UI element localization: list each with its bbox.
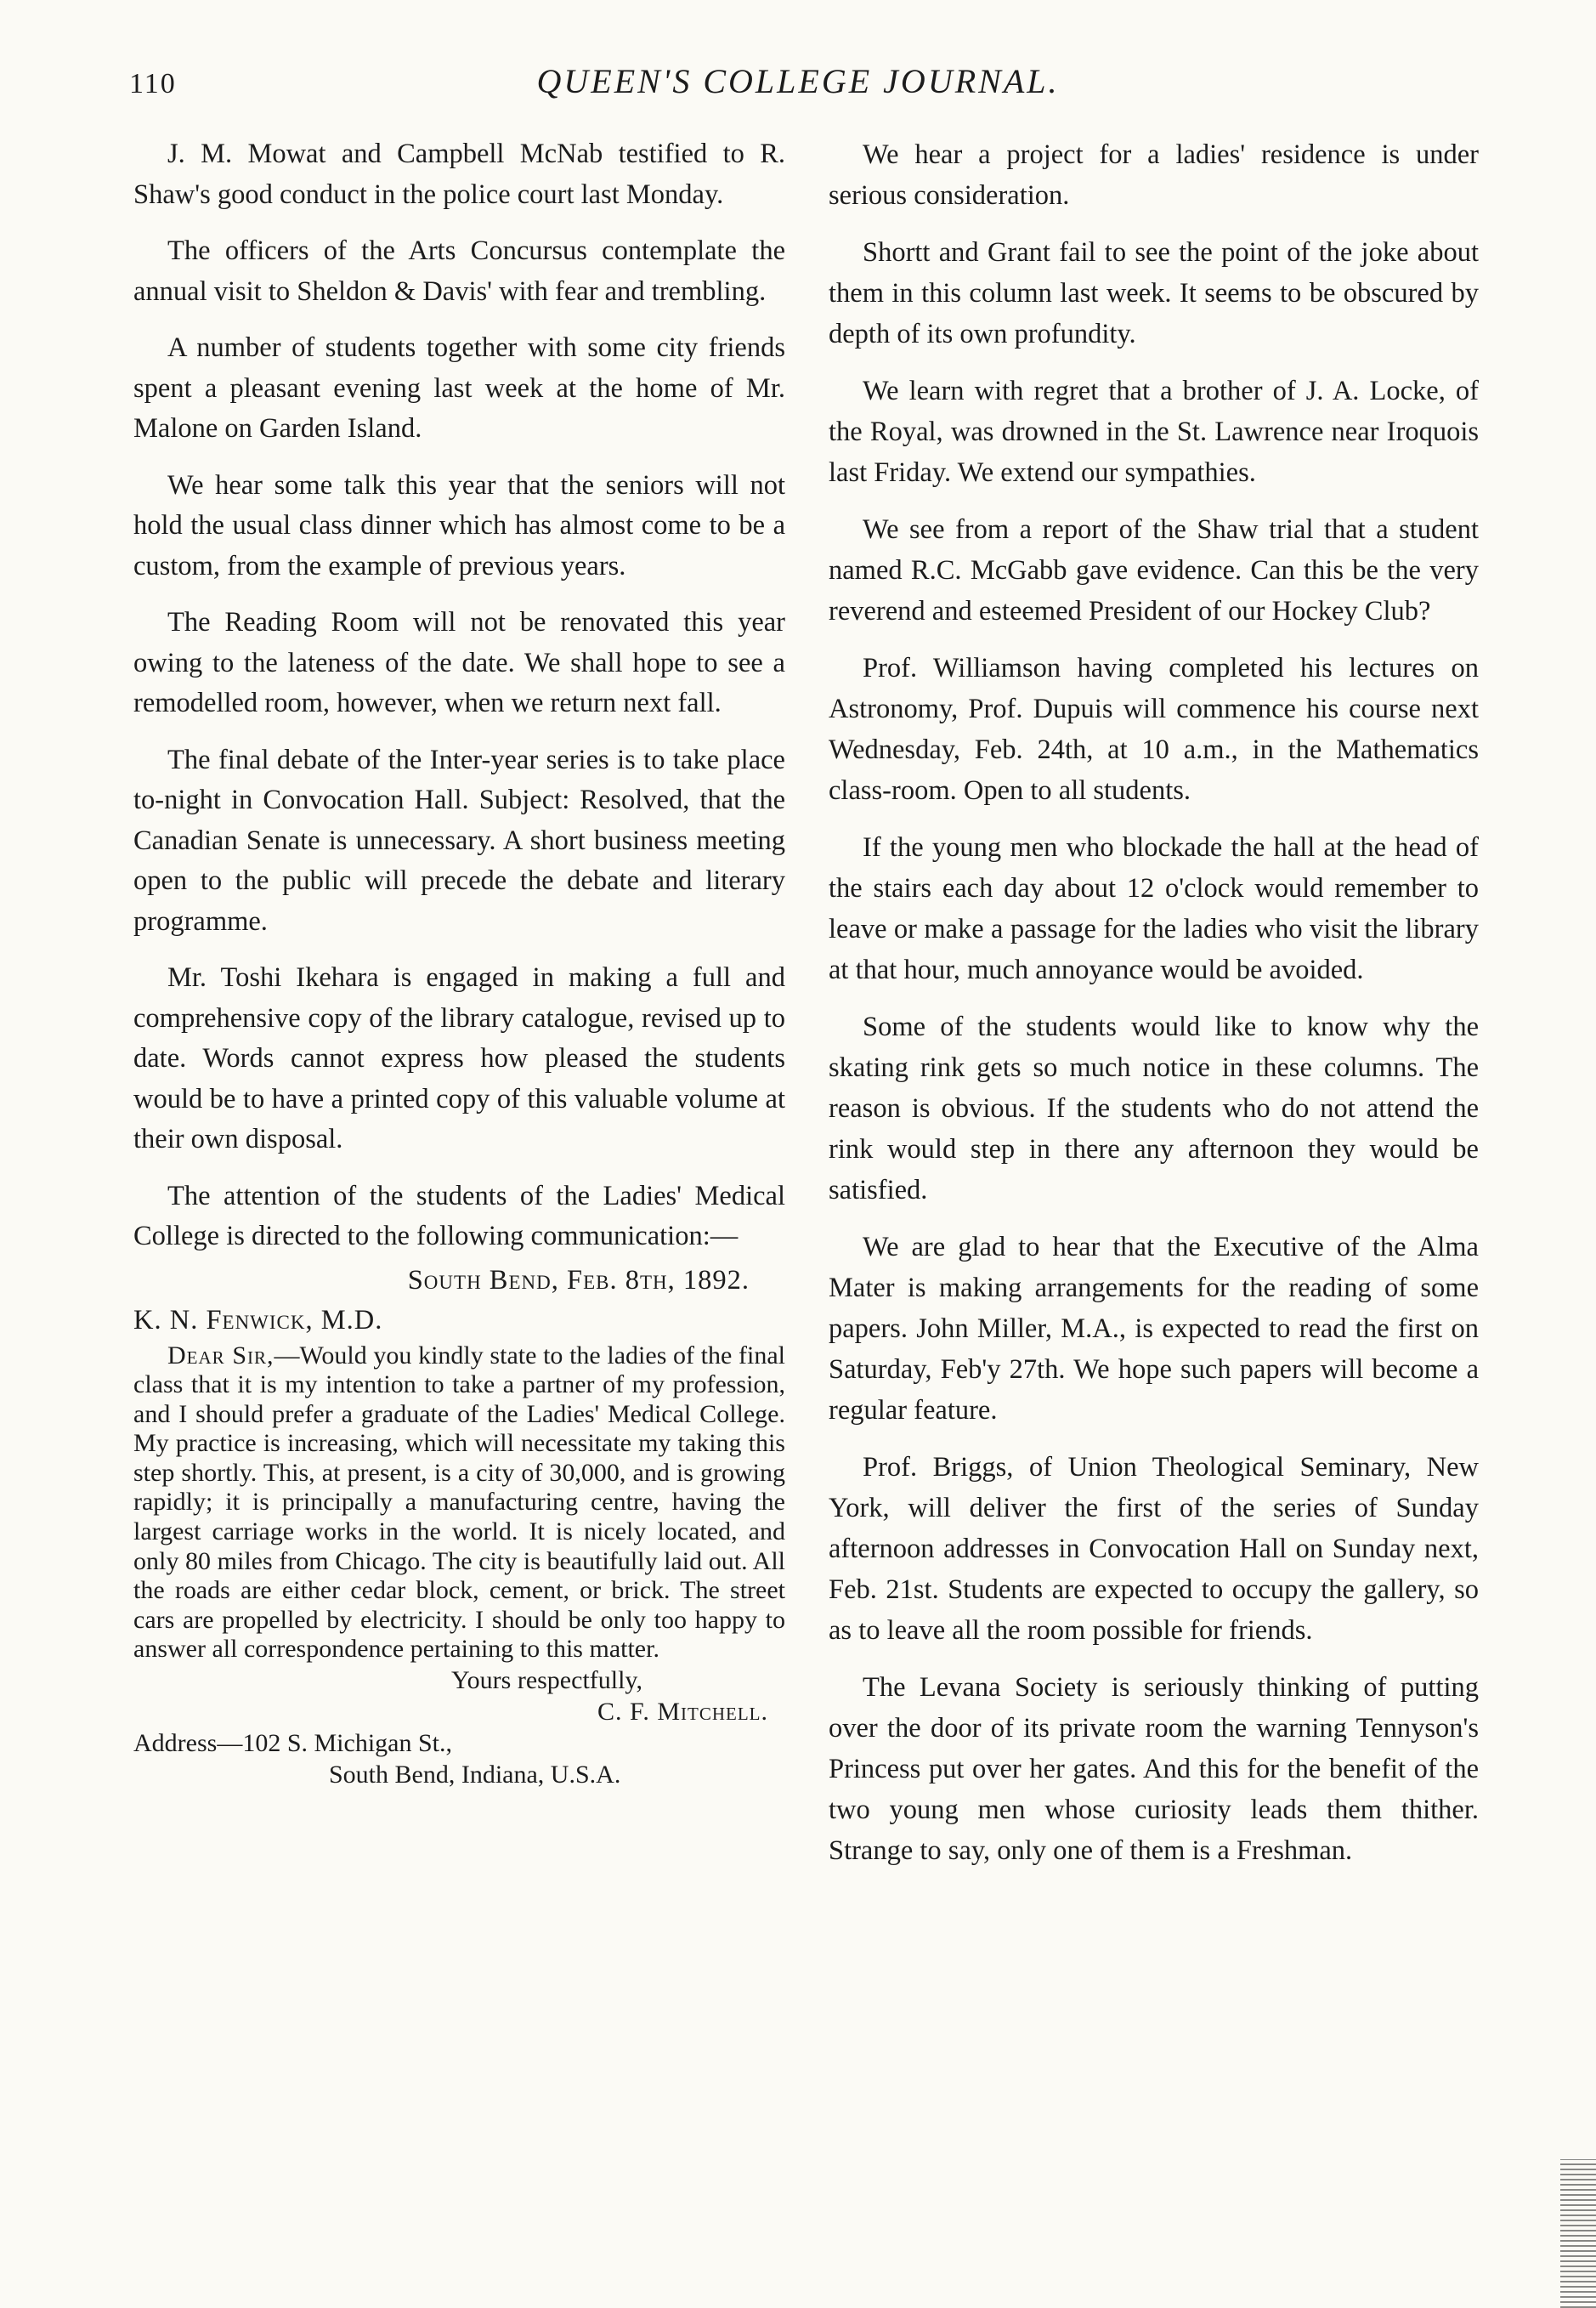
letter-signature: C. F. Mitchell. bbox=[597, 1698, 768, 1727]
running-head: QUEEN'S COLLEGE JOURNAL. bbox=[536, 62, 1060, 100]
paragraph: We see from a report of the Shaw trial that a student named R.C. McGabb gave evidence. Can this be the very reverend and esteemed President of our Hockey Club? bbox=[829, 514, 1479, 627]
paragraph: We hear some talk this year that the seniors will not hold the usual class dinner which has almost come to be a custom, from the example of previous years. bbox=[133, 469, 785, 581]
paragraph: The Levana Society is seriously thinking of putting over the door of its private room the warning Tennyson's Princess put over her gates. And this for the benefit of the two young men whose curiosity leads them thither. Strange to say, only one of them is a Freshman. bbox=[829, 1672, 1479, 1866]
paragraph: Prof. Williamson having completed his lectures on Astronomy, Prof. Dupuis will commence his course next Wednesday, Feb. 24th, at 10 a.m., in the Mathematics class-room. Open to all students. bbox=[829, 653, 1479, 806]
paragraph: The attention of the students of the Ladies' Medical College is directed to the following communication:— bbox=[133, 1180, 785, 1251]
letter-dateline: South Bend, Feb. 8th, 1892. bbox=[407, 1264, 750, 1296]
letter-closing: Yours respectfully, bbox=[451, 1666, 642, 1695]
paragraph: Mr. Toshi Ikehara is engaged in making a full and comprehensive copy of the library catalogue, revised up to date. Words cannot express how pleased the students would be to have a printed copy of this valuable volume at their own disposal. bbox=[133, 962, 785, 1154]
right-column bbox=[829, 134, 1479, 1871]
paragraph: We learn with regret that a brother of J. A. Locke, of the Royal, was drowned in the St. Lawrence near Iroquois last Friday. We extend our sympathies. bbox=[829, 376, 1479, 488]
paragraph: J. M. Mowat and Campbell McNab testified to R. Shaw's good conduct in the police court last Monday. bbox=[133, 139, 785, 210]
paragraph: If the young men who blockade the hall at the head of the stairs each day about 12 o'clock would remember to leave or make a passage for the ladies who visit the library at that hour, much annoyance would be avoided. bbox=[829, 832, 1479, 985]
page-number: 110 bbox=[129, 68, 177, 99]
letter-addressee: K. N. Fenwick, M.D. bbox=[133, 1305, 383, 1335]
paragraph: We are glad to hear that the Executive of the Alma Mater is making arrangements for the reading of some papers. John Miller, M.A., is expected to read the first on Saturday, Feb'y 27th. We hope such papers will become a regular feature. bbox=[829, 1232, 1479, 1426]
paragraph: A number of students together with some city friends spent a pleasant evening last week at the home of Mr. Malone on Garden Island. bbox=[133, 332, 785, 444]
paragraph: The final debate of the Inter-year series is to take place to-night in Convocation Hall. Subject: Resolved, that the Canadian Senate is unnecessary. A short business meeting open to the public will precede the debate and literary programme. bbox=[133, 744, 785, 937]
letter-address-line-1: Address—102 S. Michigan St., bbox=[133, 1729, 452, 1758]
paragraph: Shortt and Grant fail to see the point of the joke about them in this column last week. It seems to be obscured by depth of its own profundity. bbox=[829, 237, 1479, 349]
letter bbox=[133, 1261, 785, 1791]
paragraph: The officers of the Arts Concursus contemplate the annual visit to Sheldon & Davis' with fear and trembling. bbox=[133, 235, 785, 307]
letter-address-line-2: South Bend, Indiana, U.S.A. bbox=[329, 1761, 621, 1789]
letter-salutation: Dear Sir, bbox=[167, 1341, 274, 1369]
paragraph: We hear a project for a ladies' residence is under serious consideration. bbox=[829, 139, 1479, 211]
paragraph: The Reading Room will not be renovated this year owing to the lateness of the date. We shall hope to see a remodelled room, however, when we return next fall. bbox=[133, 607, 785, 718]
letter-text: —Would you kindly state to the ladies of the final class that it is my intention to take a partner of my profession, and I should prefer a graduate of the Ladies' Medical College. My practice is increasing, which will necessitate my taking this step shortly. This, at present, is a city of 30,000, and is growing rapidly; it is principally a manufacturing centre, having the largest carriage works in the world. It is nicely located, and only 80 miles from Chicago. The city is beautifully laid out. All the roads are either cedar block, cement, or brick. The street cars are propelled by electricity. I should be only too happy to answer all correspondence pertaining to this matter. bbox=[133, 1341, 785, 1664]
letter-body bbox=[133, 1341, 785, 1665]
left-column bbox=[133, 134, 785, 1790]
page-edge-scan-artifact bbox=[1560, 2159, 1596, 2308]
paragraph: Prof. Briggs, of Union Theological Seminary, New York, will deliver the first of the series of Sunday afternoon addresses in Convocation Hall on Sunday next, Feb. 21st. Students are expected to occupy the gallery, so as to leave all the room possible for friends. bbox=[829, 1452, 1479, 1646]
paragraph: Some of the students would like to know why the skating rink gets so much notice in these columns. The reason is obvious. If the students who do not attend the rink would step in there any afternoon they would be satisfied. bbox=[829, 1012, 1479, 1205]
